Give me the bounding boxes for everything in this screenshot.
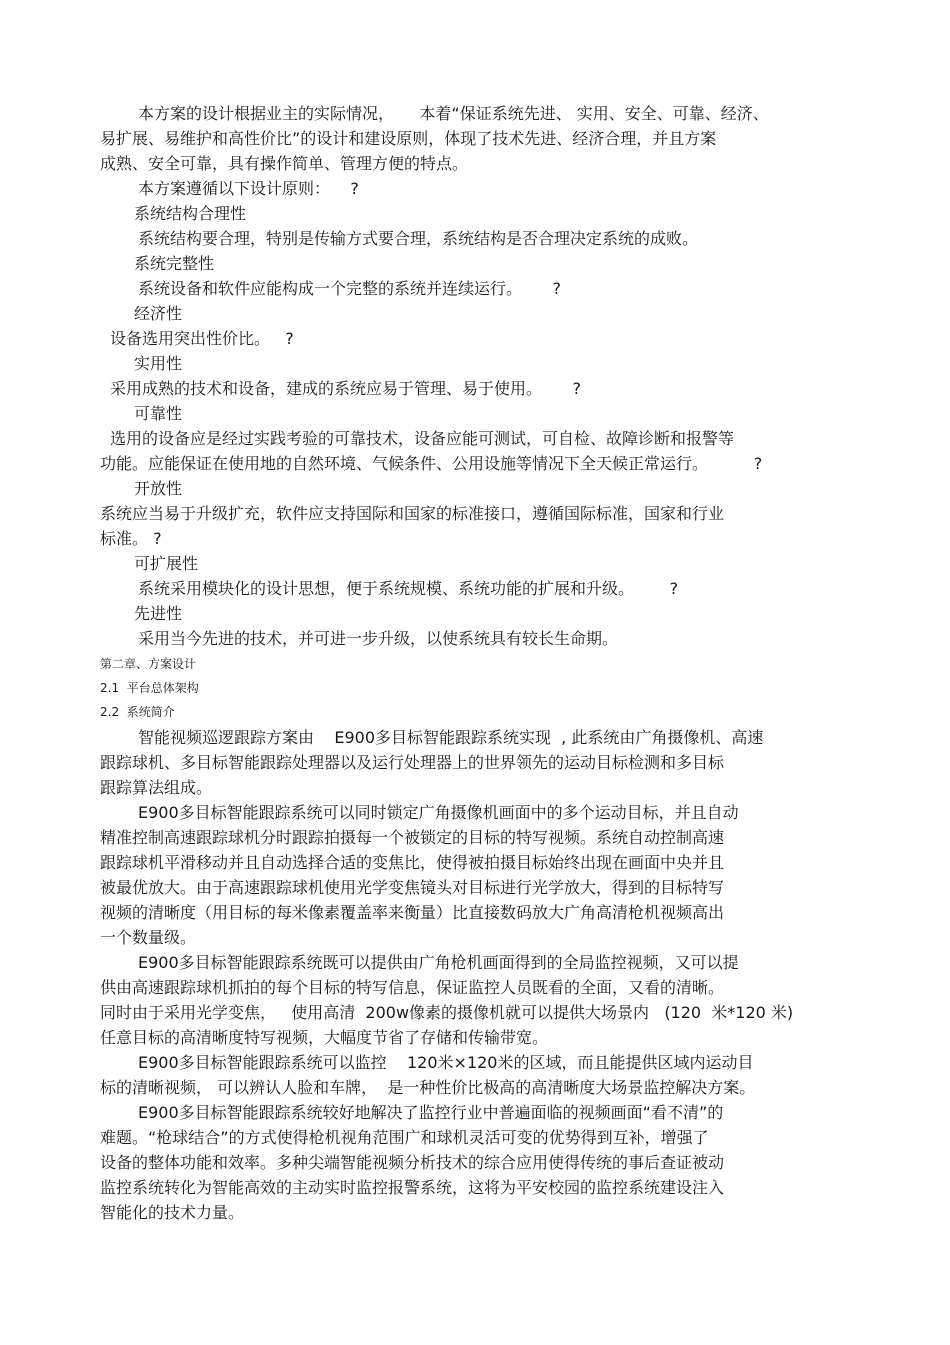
section-heading: 2.1 平台总体架构 [100,681,199,695]
paragraph-line: 选用的设备应是经过实践考验的可靠技术，设备应能可测试，可自检、故障诊断和报警等 [110,429,735,448]
paragraph-line: 监控系统转化为智能高效的主动实时监控报警系统，这将为平安校园的监控系统建设注入 [100,1178,725,1197]
paragraph-line: 精准控制高速跟踪球机分时跟踪拍摄每一个被锁定的目标的特写视频。系统自动控制高速 [100,828,725,847]
paragraph-line: E900多目标智能跟踪系统较好地解决了监控行业中普遍面临的视频画面“看不清”的 [138,1103,724,1122]
paragraph-line: 跟踪球机平滑移动并且自动选择合适的变焦比，使得被拍摄目标始终出现在画面中央并且 [100,853,725,872]
paragraph-line: 设备的整体功能和效率。多种尖端智能视频分析技术的综合应用使得传统的事后查证被动 [100,1153,725,1172]
paragraph-line: 功能。应能保证在使用地的自然环境、气候条件、公用设施等情况下全天候正常运行。 ? [100,454,763,473]
paragraph-line: E900多目标智能跟踪系统既可以提供由广角枪机画面得到的全局监控视频，又可以提 [138,953,739,972]
paragraph-line: 同时由于采用光学变焦， 使用高清 200w像素的摄像机就可以提供大场景内 (120 米*120 米) [100,1003,794,1022]
paragraph-line: 智能视频巡逻跟踪方案由 E900多目标智能跟踪系统实现 , 此系统由广角摄像机、高速 [138,728,764,747]
paragraph-line: 任意目标的高清晰度特写视频，大幅度节省了存储和传输带宽。 [100,1028,549,1047]
section-heading: 2.2 系统简介 [100,705,175,719]
principle-heading: 先进性 [134,604,183,623]
paragraph-line: 跟踪球机、多目标智能跟踪处理器以及运行处理器上的世界领先的运动目标检测和多目标 [100,753,725,772]
principle-heading: 实用性 [134,354,183,373]
principle-heading: 可扩展性 [134,554,199,573]
principle-heading: 可靠性 [134,404,183,423]
paragraph-line: 标准。 ? [100,529,162,548]
paragraph-line: 供由高速跟踪球机抓拍的每个目标的特写信息，保证监控人员既看的全面，又看的清晰。 [100,978,725,997]
principle-heading: 经济性 [134,304,183,323]
paragraph-line: E900多目标智能跟踪系统可以监控 120米×120米的区域，而且能提供区域内运动目 [138,1053,754,1072]
paragraph-line: 标的清晰视频， 可以辨认人脸和车牌， 是一种性价比极高的高清晰度大场景监控解决方案。 [100,1078,756,1097]
paragraph-line: 设备选用突出性价比。 ? [110,329,294,348]
paragraph-line: 被最优放大。由于高速跟踪球机使用光学变焦镜头对目标进行光学放大，得到的目标特写 [100,878,725,897]
paragraph-line: 采用成熟的技术和设备，建成的系统应易于管理、易于使用。 ? [110,379,582,398]
paragraph-line: 系统应当易于升级扩充，软件应支持国际和国家的标准接口，遵循国际标准，国家和行业 [100,504,725,523]
paragraph-line: 本方案遵循以下设计原则： ? [138,179,359,198]
paragraph-line: 系统结构要合理，特别是传输方式要合理，系统结构是否合理决定系统的成败。 [138,229,699,248]
paragraph-line: 难题。“枪球结合”的方式使得枪机视角范围广和球机灵活可变的优势得到互补，增强了 [100,1128,709,1147]
paragraph-line: 易扩展、易维护和高性价比”的设计和建设原则，体现了技术先进、经济合理，并且方案 [100,129,717,148]
principle-heading: 系统结构合理性 [134,204,247,223]
paragraph-line: 成熟、安全可靠，具有操作简单、管理方便的特点。 [100,154,469,173]
principle-heading: 系统完整性 [134,254,215,273]
paragraph-line: 智能化的技术力量。 [100,1203,245,1222]
paragraph-line: 采用当今先进的技术，并可进一步升级，以使系统具有较长生命期。 [138,629,619,648]
paragraph-line: 视频的清晰度（用目标的每米像素覆盖率来衡量）比直接数码放大广角高清枪机视频高出 [100,903,725,922]
principle-heading: 开放性 [134,479,183,498]
paragraph-line: 一个数量级。 [100,928,197,947]
paragraph-line: 本方案的设计根据业主的实际情况， 本着“保证系统先进、 实用、安全、可靠、经济、 [138,104,769,123]
paragraph-line: E900多目标智能跟踪系统可以同时锁定广角摄像机画面中的多个运动目标，并且自动 [138,803,739,822]
paragraph-line: 系统采用模块化的设计思想，便于系统规模、系统功能的扩展和升级。 ? [138,579,679,598]
paragraph-line: 系统设备和软件应能构成一个完整的系统并连续运行。 ? [138,279,562,298]
paragraph-line: 跟踪算法组成。 [100,778,213,797]
chapter-heading: 第二章、方案设计 [100,657,197,671]
